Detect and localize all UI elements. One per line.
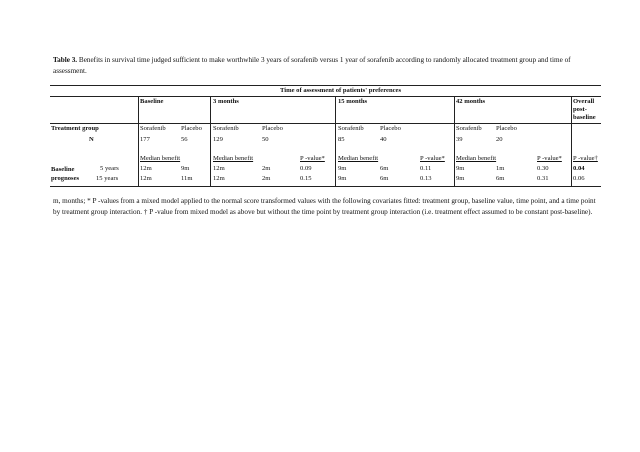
table-cell: 9m: [456, 165, 465, 172]
n-value: 129: [213, 136, 223, 143]
overall-header: Overall post-baseline: [573, 98, 596, 121]
column-divider: [138, 96, 139, 186]
median-benefit-label: Median benefit: [140, 155, 181, 162]
table-label: Table 3.: [53, 56, 78, 64]
arm-sorafenib: Sorafenib: [456, 125, 482, 132]
median-benefit-label: Median benefit: [456, 155, 497, 162]
n-value: 85: [338, 136, 345, 143]
p-value-cell: 0.30: [537, 165, 549, 172]
n-value: 20: [496, 136, 503, 143]
period-header-42-months: 42 months: [456, 98, 486, 105]
arm-placebo: Placebo: [496, 125, 517, 132]
p-value-cell: 0.11: [420, 165, 432, 172]
median-benefit-label: Median benefit: [213, 155, 254, 162]
period-header-baseline: Baseline: [140, 98, 164, 105]
table-caption: [53, 55, 593, 76]
table-top-rule: [50, 85, 601, 86]
n-value: 56: [181, 136, 188, 143]
column-divider: [335, 96, 336, 186]
p-value-cell: 0.15: [300, 175, 312, 182]
table-cell: 2m: [262, 165, 271, 172]
p-value-cell: 0.09: [300, 165, 312, 172]
arm-sorafenib: Sorafenib: [140, 125, 166, 132]
table-cell: 9m: [456, 175, 465, 182]
table-cell: 12m: [140, 175, 152, 182]
table-cell: 6m: [380, 165, 389, 172]
n-value: 177: [140, 136, 150, 143]
table-cell: 9m: [181, 165, 190, 172]
header-rule: [50, 123, 601, 124]
arm-sorafenib: Sorafenib: [338, 125, 364, 132]
median-benefit-label: Median benefit: [338, 155, 379, 162]
table-cell: 6m: [496, 175, 505, 182]
arm-placebo: Placebo: [181, 125, 202, 132]
row-label-5-years: 5 years: [100, 165, 119, 172]
p-value-cell: 0.13: [420, 175, 432, 182]
p-value-label: P -value*: [420, 155, 445, 162]
period-header-3-months: 3 months: [213, 98, 239, 105]
overall-p-value-cell: 0.04: [573, 165, 585, 172]
n-value: 40: [380, 136, 387, 143]
n-value: 39: [456, 136, 463, 143]
column-divider: [571, 96, 572, 186]
column-divider: [454, 96, 455, 186]
overall-p-value-cell: 0.06: [573, 175, 585, 182]
n-label: N: [89, 136, 94, 143]
table-cell: 9m: [338, 175, 347, 182]
n-value: 50: [262, 136, 269, 143]
p-value-label: P -value*: [300, 155, 325, 162]
table-footnote: m, months; * P -values from a mixed model applied to the normal score transformed values with the following covariates fitted: treatment group, baseline value, time point, and a time point by treatment group interaction. † P -value from mixed model as above but without the time point by treatment group interaction (i.e. treatment effect assumed to be constant post-baseline).: [53, 197, 596, 216]
table-cell: 12m: [213, 175, 225, 182]
arm-placebo: Placebo: [380, 125, 401, 132]
table-cell: 6m: [380, 175, 389, 182]
caption-text: Benefits in survival time judged sufficient to make worthwhile 3 years of sorafenib versus 1 year of sorafenib according to randomly allocated treatment group and time of assessment.: [53, 56, 571, 75]
table-cell: 12m: [140, 165, 152, 172]
results-table: [50, 85, 601, 195]
table-cell: 1m: [496, 165, 505, 172]
arm-sorafenib: Sorafenib: [213, 125, 239, 132]
table-bottom-rule: [50, 186, 601, 187]
row-label-15-years: 15 years: [96, 175, 119, 182]
super-header-rule: [50, 96, 601, 97]
table-cell: 11m: [181, 175, 193, 182]
period-header-15-months: 15 months: [338, 98, 368, 105]
column-divider: [210, 96, 211, 186]
overall-p-value-label: P -value†: [573, 155, 598, 162]
table-cell: 9m: [338, 165, 347, 172]
treatment-group-label: Treatment group: [51, 125, 99, 132]
table-cell: 2m: [262, 175, 271, 182]
table-cell: 12m: [213, 165, 225, 172]
super-header: Time of assessment of patients' preferences: [280, 87, 402, 94]
p-value-cell: 0.31: [537, 175, 549, 182]
arm-placebo: Placebo: [262, 125, 283, 132]
p-value-label: P -value*: [537, 155, 562, 162]
baseline-prognoses-label: Baseline prognoses: [51, 166, 80, 182]
